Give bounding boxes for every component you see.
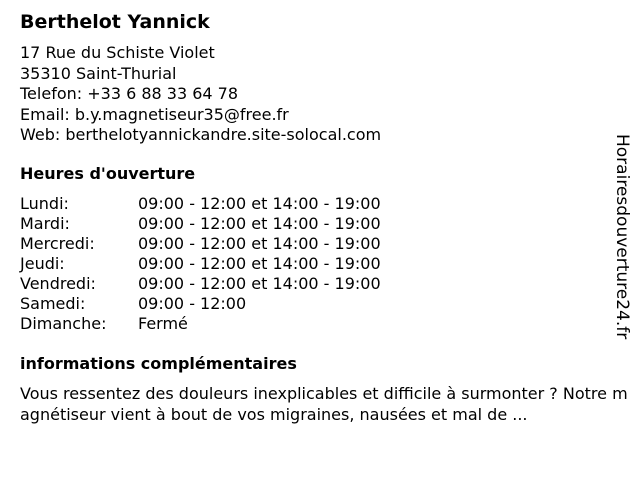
day-hours: 09:00 - 12:00 et 14:00 - 19:00 bbox=[138, 194, 381, 213]
day-hours: 09:00 - 12:00 et 14:00 - 19:00 bbox=[138, 214, 381, 233]
hours-row-tuesday bbox=[20, 214, 381, 234]
phone-line: Telefon: +33 6 88 33 64 78 bbox=[20, 84, 239, 103]
day-label: Vendredi: bbox=[20, 274, 96, 293]
additional-info-text: Vous ressentez des douleurs inexplicables et difficile à surmonter ? Notre magnétiseur vient à bout de vos migraines, nausées et mal de ... bbox=[20, 384, 628, 424]
day-hours: 09:00 - 12:00 et 14:00 - 19:00 bbox=[138, 254, 381, 273]
opening-hours-list bbox=[20, 194, 381, 334]
hours-row-monday bbox=[20, 194, 381, 214]
hours-row-sunday bbox=[20, 314, 381, 334]
street-address: 17 Rue du Schiste Violet bbox=[20, 43, 215, 62]
hours-row-friday bbox=[20, 274, 381, 294]
day-label: Dimanche: bbox=[20, 314, 107, 333]
day-hours: 09:00 - 12:00 et 14:00 - 19:00 bbox=[138, 274, 381, 293]
day-hours: 09:00 - 12:00 et 14:00 - 19:00 bbox=[138, 234, 381, 253]
hours-row-wednesday bbox=[20, 234, 381, 254]
day-label: Mercredi: bbox=[20, 234, 95, 253]
email-line: Email: b.y.magnetiseur35@free.fr bbox=[20, 104, 289, 124]
day-label: Samedi: bbox=[20, 294, 86, 313]
business-name: Berthelot Yannick bbox=[20, 11, 210, 33]
contact-details bbox=[20, 43, 381, 146]
opening-hours-heading: Heures d'ouverture bbox=[20, 164, 196, 183]
day-label: Jeudi: bbox=[20, 254, 65, 273]
day-label: Lundi: bbox=[20, 194, 69, 213]
additional-info-heading: informations complémentaires bbox=[20, 354, 297, 373]
website-line: Web: berthelotyannickandre.site-solocal.com bbox=[20, 125, 382, 144]
hours-row-thursday bbox=[20, 254, 381, 274]
hours-row-saturday bbox=[20, 294, 381, 314]
day-hours: Fermé bbox=[138, 314, 188, 333]
site-watermark: Horairesdouverture24.fr bbox=[612, 134, 632, 340]
city-postcode: 35310 Saint-Thurial bbox=[20, 63, 177, 83]
day-hours: 09:00 - 12:00 bbox=[138, 294, 247, 313]
day-label: Mardi: bbox=[20, 214, 70, 233]
